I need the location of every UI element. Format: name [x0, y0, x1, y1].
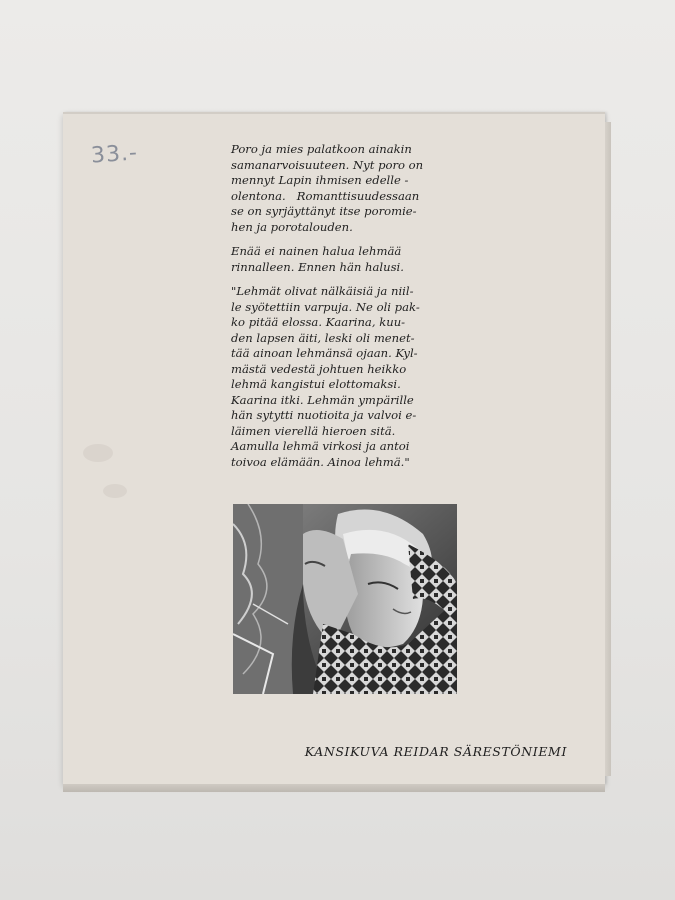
text-line: mästä vedestä johtuen heikko	[231, 361, 407, 376]
text-line: rinnalleen. Ennen hän halusi.	[231, 259, 404, 274]
text-line: toivoa elämään. Ainoa lehmä."	[231, 454, 410, 469]
cover-credit-caption: KANSIKUVA REIDAR SÄRESTÖNIEMI	[304, 744, 567, 759]
text-line: mennyt Lapin ihmisen edelle -	[231, 173, 409, 187]
text-line: tää ainoan lehmänsä ojaan. Kyl-	[231, 346, 418, 360]
text-line: läimen vierellä hieroen sitä.	[231, 423, 396, 438]
blurb-text	[231, 142, 473, 479]
text-line: lehmä kangistui elottomaksi.	[231, 377, 401, 391]
paragraph-3	[231, 284, 473, 470]
text-line: "Lehmät olivat nälkäisiä ja niil-	[231, 284, 414, 298]
text-line: Poro ja mies palatkoon ainakin	[231, 142, 412, 156]
paragraph-1	[231, 142, 473, 235]
paragraph-2	[231, 244, 473, 275]
text-line: le syötettiin varpuja. Ne oli pak-	[231, 299, 420, 314]
text-line: Enää ei nainen halua lehmää	[231, 244, 402, 258]
text-line: samanarvoisuuteen. Nyt poro on	[231, 157, 424, 172]
text-line: Aamulla lehmä virkosi ja antoi	[231, 439, 410, 453]
smudge	[103, 484, 127, 498]
book-back-cover	[63, 112, 605, 784]
smudge	[83, 444, 113, 462]
text-line: hen ja porotalouden.	[231, 219, 353, 234]
portrait-image	[233, 504, 457, 694]
handwritten-price: 33.-	[90, 140, 139, 169]
text-line: Kaarina itki. Lehmän ympärille	[231, 392, 414, 407]
portrait-photo	[233, 504, 457, 694]
text-line: ko pitää elossa. Kaarina, kuu-	[231, 315, 406, 329]
text-line: den lapsen äiti, leski oli menet-	[231, 330, 415, 345]
text-line: se on syrjäyttänyt itse poromie-	[231, 204, 417, 218]
text-line: hän sytytti nuotioita ja valvoi e-	[231, 408, 417, 422]
text-line: olentona. Romanttisuudessaan	[231, 188, 420, 203]
